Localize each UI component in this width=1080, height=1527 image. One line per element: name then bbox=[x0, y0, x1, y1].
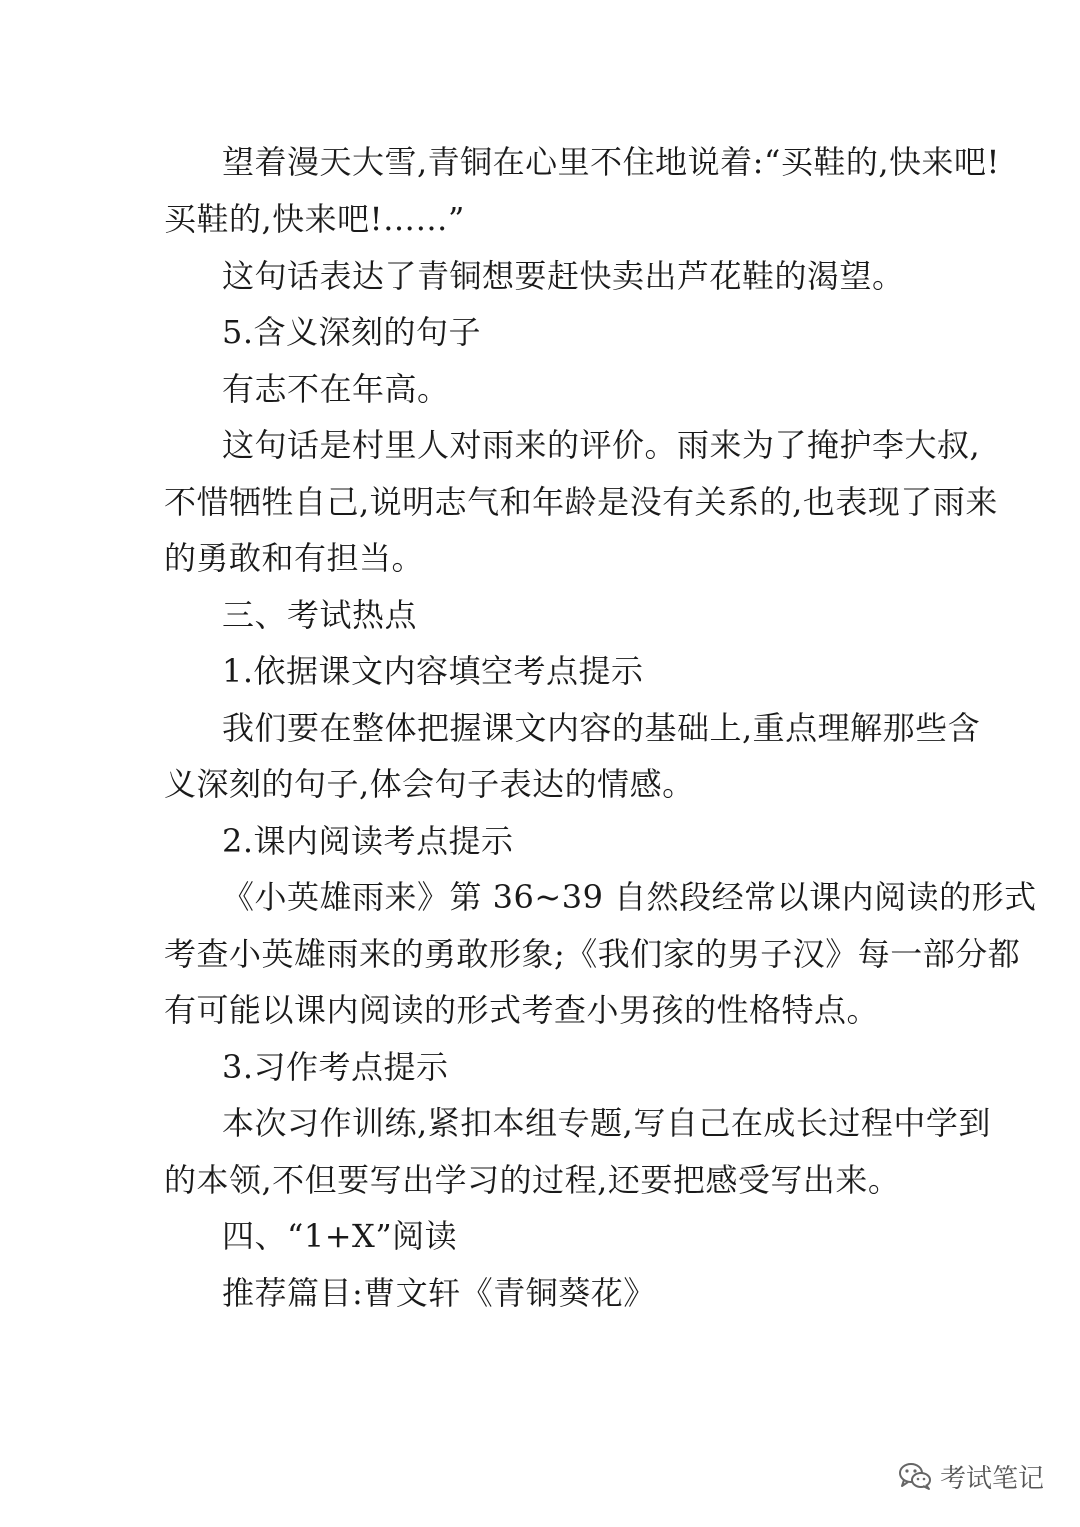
paragraph-line: 《小英雄雨来》第 36~39 自然段经常以课内阅读的形式 bbox=[222, 878, 1037, 916]
paragraph-line: 本次习作训练,紧扣本组专题,写自己在成长过程中学到 bbox=[222, 1104, 991, 1142]
section-heading: 1.依据课文内容填空考点提示 bbox=[222, 652, 644, 690]
watermark bbox=[898, 1456, 1044, 1496]
section-heading: 三、考试热点 bbox=[222, 596, 418, 634]
watermark-text: 考试笔记 bbox=[940, 1463, 1045, 1494]
paragraph-line: 我们要在整体把握课文内容的基础上,重点理解那些含 bbox=[222, 709, 981, 747]
paragraph-line: 望着漫天大雪,青铜在心里不住地说着:“买鞋的,快来吧! bbox=[222, 143, 1000, 181]
section-heading: 5.含义深刻的句子 bbox=[222, 313, 482, 351]
paragraph-line: 推荐篇目:曹文轩《青铜葵花》 bbox=[222, 1274, 656, 1312]
section-heading: 3.习作考点提示 bbox=[222, 1048, 449, 1086]
paragraph-line: 这句话是村里人对雨来的评价。雨来为了掩护李大叔, bbox=[222, 426, 981, 464]
paragraph-line: 这句话表达了青铜想要赶快卖出芦花鞋的渴望。 bbox=[222, 257, 905, 295]
paragraph-line: 考查小英雄雨来的勇敢形象;《我们家的男子汉》每一部分都 bbox=[164, 935, 1021, 973]
paragraph-line: 有可能以课内阅读的形式考查小男孩的性格特点。 bbox=[164, 991, 880, 1029]
paragraph-line: 有志不在年高。 bbox=[222, 370, 450, 408]
wechat-icon bbox=[898, 1461, 932, 1491]
paragraph-line: 义深刻的句子,体会句子表达的情感。 bbox=[164, 765, 695, 803]
paragraph-line: 不惜牺牲自己,说明志气和年龄是没有关系的,也表现了雨来 bbox=[164, 483, 998, 521]
section-heading: 四、“1+X”阅读 bbox=[222, 1217, 458, 1255]
paragraph-line: 的本领,不但要写出学习的过程,还要把感受写出来。 bbox=[164, 1161, 901, 1199]
paragraph-line: 买鞋的,快来吧!……” bbox=[164, 200, 465, 238]
section-heading: 2.课内阅读考点提示 bbox=[222, 822, 514, 860]
paragraph-line: 的勇敢和有担当。 bbox=[164, 539, 425, 577]
